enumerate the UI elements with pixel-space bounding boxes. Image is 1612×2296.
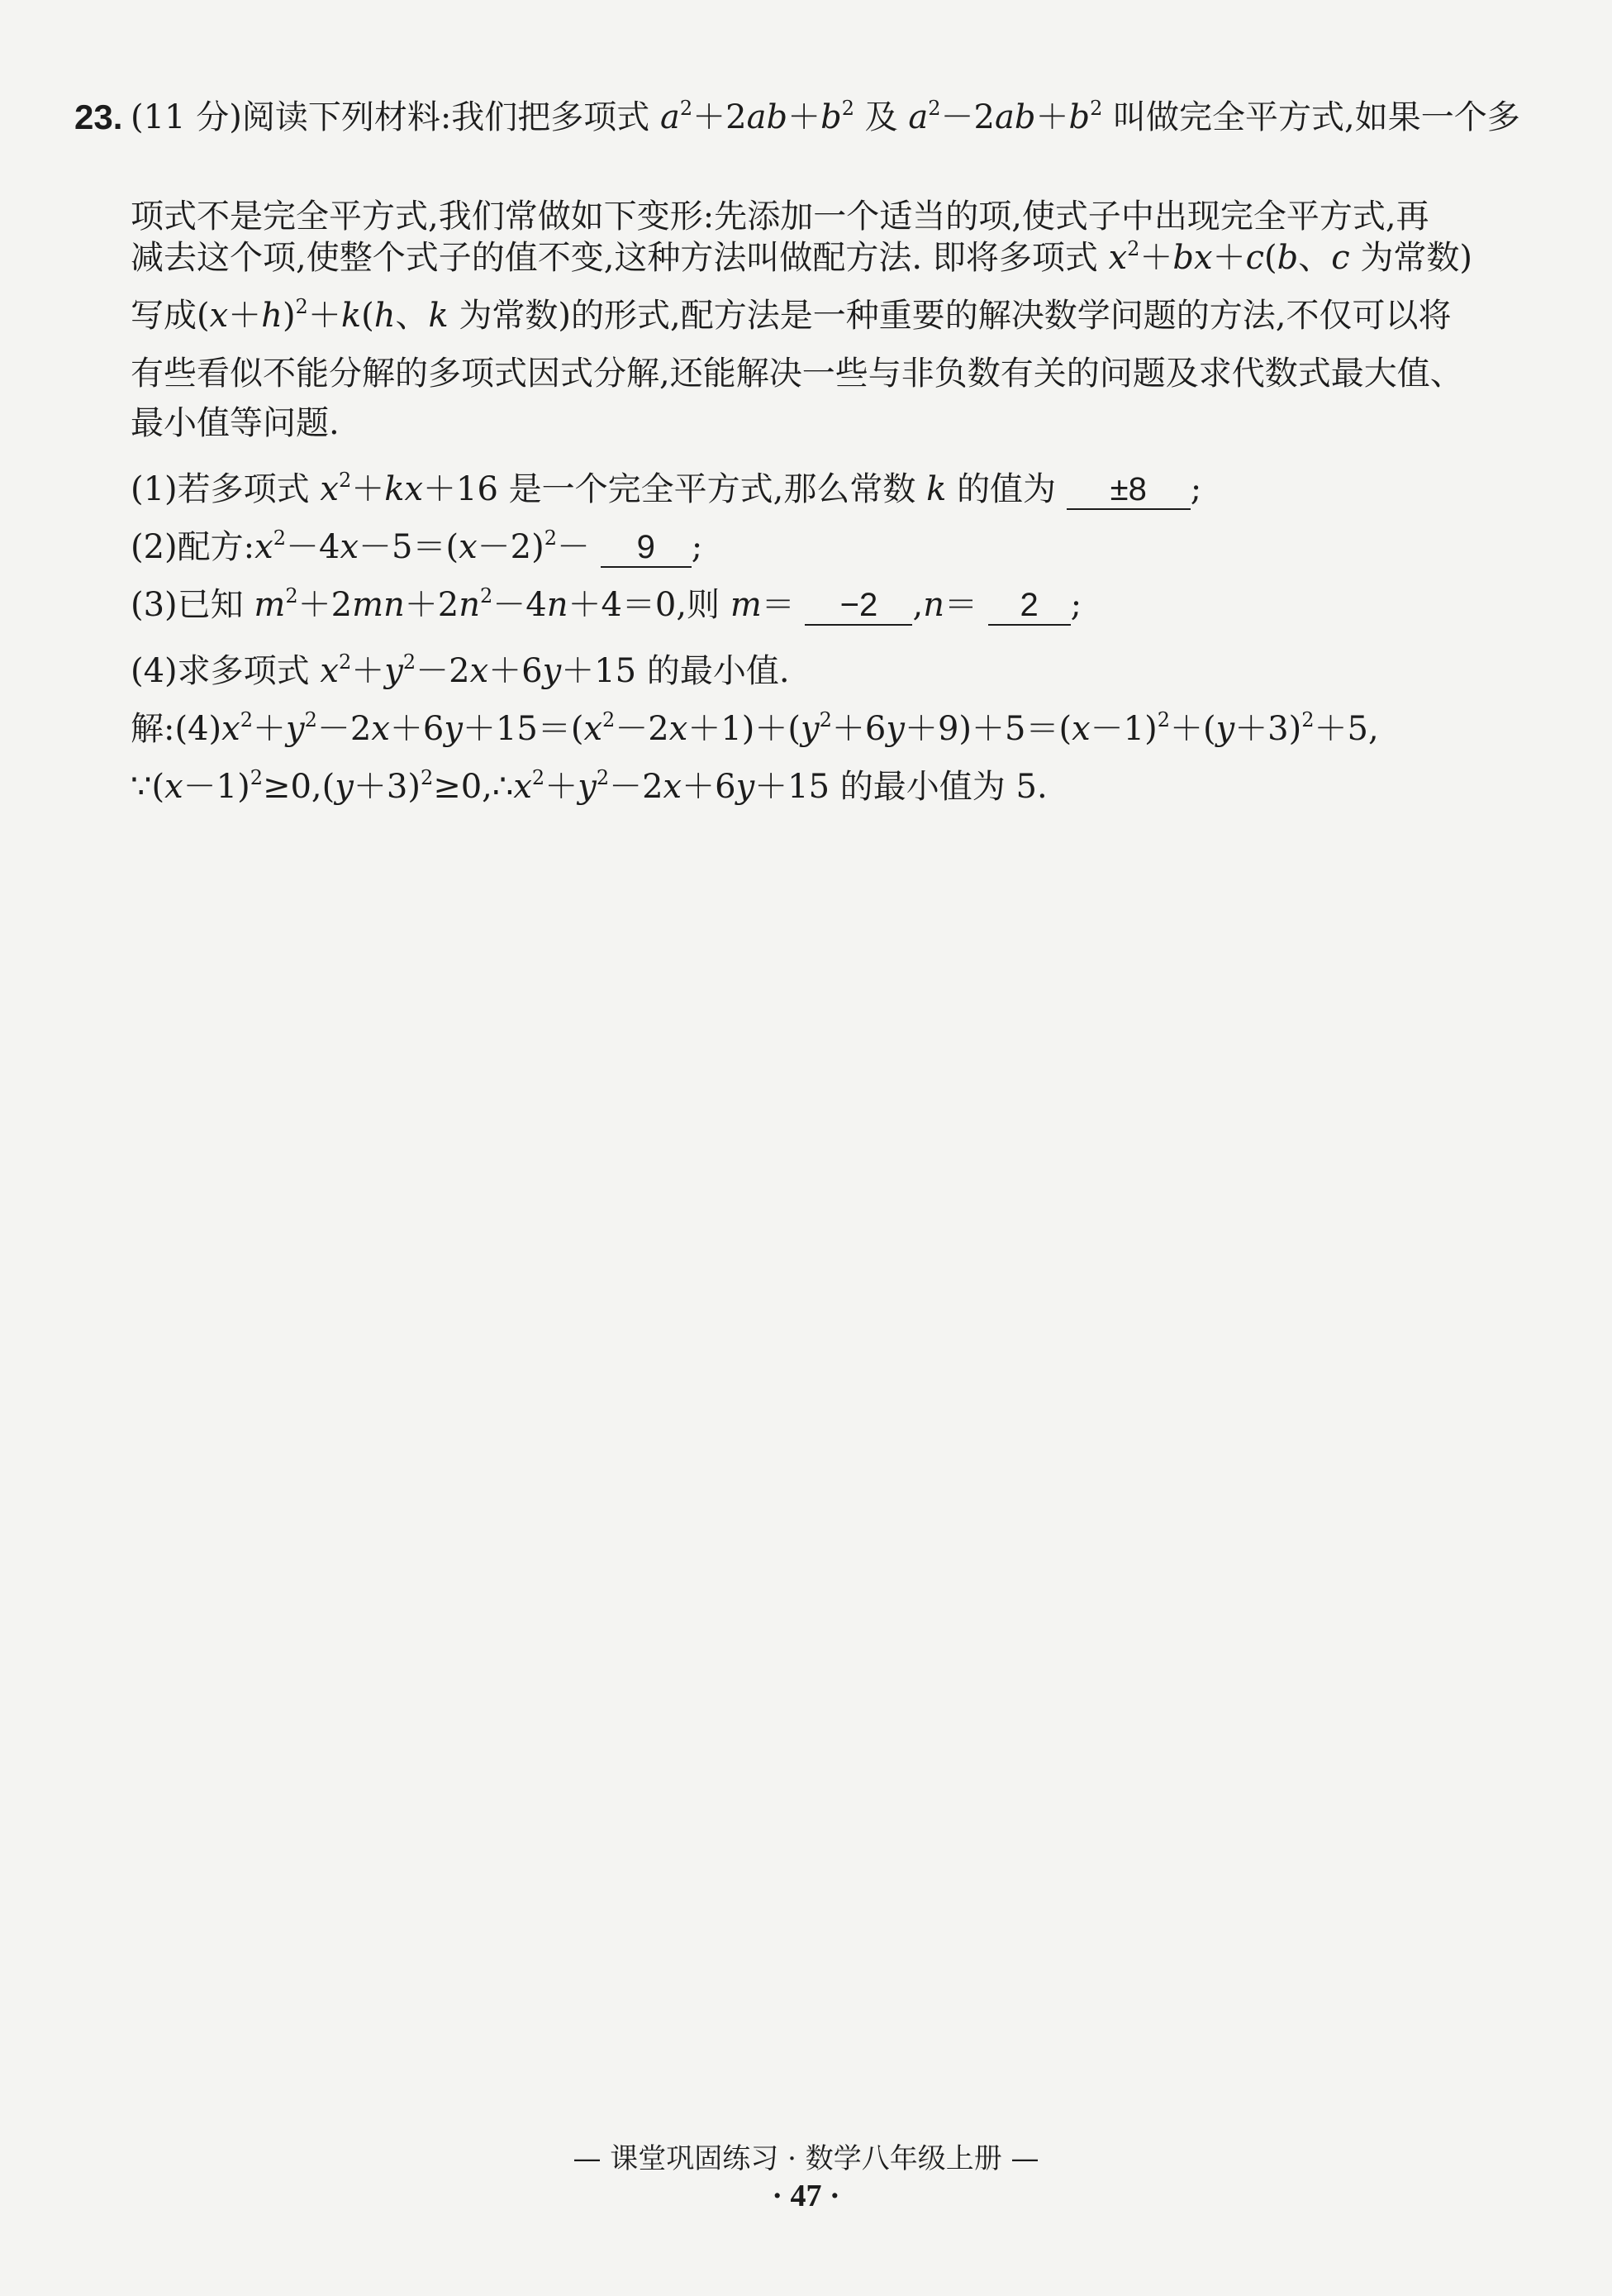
intro-text-1a: (11 分)阅读下列材料:我们把多项式 [131,98,650,136]
part-3-m-answer-blank: −2 [805,586,912,626]
part-3-text: (3)已知 [131,586,244,624]
intro-line-6: 最小值等问题. [131,404,340,442]
solution-line-2: $\because(x-1)^2\ge 0,(y+3)^2\ge 0,\therefore x^2+y^2-2x+6y+15$ 的最小值为 5. [131,766,1048,806]
intro-text-3: 减去这个项,使整个式子的值不变,这种方法叫做配方法. 即将多项式 [131,239,1098,277]
footer-book-title: — 课堂巩固练习 · 数学八年级上册 — [573,2142,1039,2175]
part-1: (1)若多项式 $x^2+kx+16$ 是一个完全平方式,那么常数 k 的值为 ±8 ; [131,469,1202,508]
part-2-answer-blank: 9 [601,528,692,568]
part-2-text: (2)配方: [131,528,255,566]
intro-line-5: 有些看似不能分解的多项式因式分解,还能解决一些与非负数有关的问题及求代数式最大值、 [131,355,1463,393]
part-4-text: (4)求多项式 [131,652,310,690]
part-3-n-answer-blank: 2 [988,586,1071,626]
intro-line-3: 减去这个项,使整个式子的值不变,这种方法叫做配方法. 即将多项式 $x^2+bx+c(b$、c 为常数) [131,237,1472,277]
intro-text-1b: 叫做完全平方式,如果一个多 [1113,98,1520,136]
page-number: · 47 · [772,2179,840,2213]
part-4-text-b: 的最小值. [646,652,790,690]
part-2: (2)配方$:x^2-4x-5=(x-2)^2- 9$ ; [131,526,703,566]
part-3: (3)已知 $m^2+2mn+2n^2-4n+4=0$,则 m＝ −2 ,n＝ 2 ; [131,584,1082,624]
solution-line-1: 解$:(4)x^2+y^2-2x+6y+15=(x^2-2x+1)+(y^2+6y+9)+5=(x-1)^2+(y+3)^2+5$, [131,708,1379,748]
part-1-text-c: 的值为 [957,470,1057,508]
intro-line-1: (11 分)阅读下列材料:我们把多项式 $a^2+2ab+b^2$ 及 $a^2-2ab+b^2$ 叫做完全平方式,如果一个多 [131,97,1520,136]
part-4: (4)求多项式 $x^2+y^2-2x+6y+15$ 的最小值. [131,650,790,690]
intro-line-4: 写成$(x+h)^2+k(h$、k 为常数)的形式,配方法是一种重要的解决数学问题的方法,不仅可以将 [131,295,1452,335]
solution-prefix: 解:(4) [131,710,222,748]
question-number: 23. [74,98,123,136]
part-1-answer-blank: ±8 [1067,470,1191,510]
part-1-text-b: 是一个完全平方式,那么常数 [508,470,916,508]
solution-conclusion: 的最小值为 5. [839,768,1048,806]
intro-line-2: 项式不是完全平方式,我们常做如下变形:先添加一个适当的项,使式子中出现完全平方式,再 [131,198,1429,236]
part-1-text: (1)若多项式 [131,470,310,508]
